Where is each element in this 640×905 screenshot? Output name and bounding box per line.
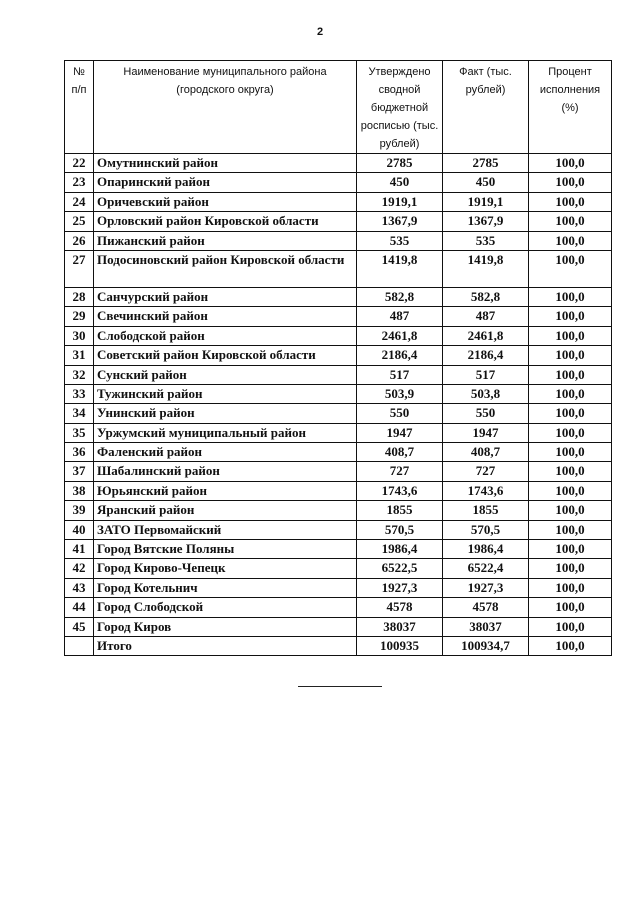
cell-num: 24 (65, 192, 94, 211)
cell-name: Унинский район (94, 404, 357, 423)
cell-fact: 582,8 (443, 287, 529, 306)
cell-fact: 1367,9 (443, 212, 529, 231)
cell-percent: 100,0 (529, 192, 612, 211)
cell-num: 22 (65, 154, 94, 173)
cell-fact: 6522,4 (443, 559, 529, 578)
cell-num: 28 (65, 287, 94, 306)
cell-percent: 100,0 (529, 481, 612, 500)
table-row (65, 326, 612, 345)
table-row (65, 192, 612, 211)
cell-fact: 503,8 (443, 384, 529, 403)
cell-fact: 450 (443, 173, 529, 192)
cell-approved: 1367,9 (357, 212, 443, 231)
cell-percent: 100,0 (529, 423, 612, 442)
cell-fact: 1743,6 (443, 481, 529, 500)
cell-fact: 1947 (443, 423, 529, 442)
cell-percent: 100,0 (529, 154, 612, 173)
cell-approved: 2785 (357, 154, 443, 173)
page-number: 2 (316, 26, 324, 38)
cell-name: Город Вятские Поляны (94, 540, 357, 559)
cell-name: Опаринский район (94, 173, 357, 192)
cell-percent: 100,0 (529, 384, 612, 403)
cell-approved: 1919,1 (357, 192, 443, 211)
table-row (65, 307, 612, 326)
cell-name: Пижанский район (94, 231, 357, 250)
cell-approved: 4578 (357, 598, 443, 617)
cell-fact: 408,7 (443, 443, 529, 462)
table-row (65, 173, 612, 192)
cell-approved: 100935 (357, 636, 443, 655)
cell-name: Советский район Кировской области (94, 346, 357, 365)
cell-approved: 2186,4 (357, 346, 443, 365)
cell-approved: 487 (357, 307, 443, 326)
cell-approved: 1419,8 (357, 250, 443, 287)
cell-num: 38 (65, 481, 94, 500)
cell-name: Свечинский район (94, 307, 357, 326)
cell-name: Фаленский район (94, 443, 357, 462)
cell-percent: 100,0 (529, 173, 612, 192)
table-row (65, 154, 612, 173)
cell-name: Яранский район (94, 501, 357, 520)
cell-percent: 100,0 (529, 636, 612, 655)
cell-fact: 2785 (443, 154, 529, 173)
table-row (65, 481, 612, 500)
cell-percent: 100,0 (529, 365, 612, 384)
cell-num: 42 (65, 559, 94, 578)
header-percent: Процент исполнения (%) (529, 61, 612, 154)
table-row (65, 501, 612, 520)
cell-fact: 100934,7 (443, 636, 529, 655)
cell-approved: 503,9 (357, 384, 443, 403)
cell-fact: 517 (443, 365, 529, 384)
table-row (65, 443, 612, 462)
table-row (65, 578, 612, 597)
cell-percent: 100,0 (529, 212, 612, 231)
cell-name: Сунский район (94, 365, 357, 384)
cell-fact: 570,5 (443, 520, 529, 539)
table-row (65, 384, 612, 403)
cell-percent: 100,0 (529, 578, 612, 597)
cell-name: Санчурский район (94, 287, 357, 306)
cell-name: Тужинский район (94, 384, 357, 403)
cell-approved: 450 (357, 173, 443, 192)
cell-approved: 1986,4 (357, 540, 443, 559)
cell-num: 37 (65, 462, 94, 481)
cell-fact: 487 (443, 307, 529, 326)
cell-percent: 100,0 (529, 598, 612, 617)
table-row (65, 250, 612, 287)
cell-percent: 100,0 (529, 520, 612, 539)
cell-name: Город Слободской (94, 598, 357, 617)
cell-percent: 100,0 (529, 326, 612, 345)
table-row (65, 287, 612, 306)
table-row (65, 423, 612, 442)
cell-num: 43 (65, 578, 94, 597)
cell-num (65, 636, 94, 655)
cell-name: Город Киров (94, 617, 357, 636)
cell-fact: 2186,4 (443, 346, 529, 365)
table-row (65, 231, 612, 250)
cell-fact: 727 (443, 462, 529, 481)
cell-name: Юрьянский район (94, 481, 357, 500)
cell-percent: 100,0 (529, 287, 612, 306)
cell-num: 26 (65, 231, 94, 250)
table-row (65, 520, 612, 539)
cell-fact: 1919,1 (443, 192, 529, 211)
cell-name: Город Кирово-Чепецк (94, 559, 357, 578)
cell-name: Слободской район (94, 326, 357, 345)
cell-approved: 38037 (357, 617, 443, 636)
cell-name: Орловский район Кировской области (94, 212, 357, 231)
budget-table (64, 60, 612, 656)
header-approved: Утверждено сводной бюджетной росписью (тыс. рублей) (357, 61, 443, 154)
cell-approved: 408,7 (357, 443, 443, 462)
cell-percent: 100,0 (529, 307, 612, 326)
cell-percent: 100,0 (529, 250, 612, 287)
cell-fact: 550 (443, 404, 529, 423)
cell-fact: 2461,8 (443, 326, 529, 345)
cell-percent: 100,0 (529, 443, 612, 462)
cell-percent: 100,0 (529, 501, 612, 520)
cell-num: 45 (65, 617, 94, 636)
table-row (65, 365, 612, 384)
header-num: № п/п (65, 61, 94, 154)
total-row (65, 636, 612, 655)
table-body (65, 154, 612, 656)
cell-percent: 100,0 (529, 231, 612, 250)
table-row (65, 598, 612, 617)
cell-num: 44 (65, 598, 94, 617)
cell-percent: 100,0 (529, 617, 612, 636)
cell-approved: 727 (357, 462, 443, 481)
cell-name: Город Котельнич (94, 578, 357, 597)
cell-approved: 1743,6 (357, 481, 443, 500)
cell-fact: 1419,8 (443, 250, 529, 287)
table-row (65, 559, 612, 578)
cell-name: Омутнинский район (94, 154, 357, 173)
cell-approved: 582,8 (357, 287, 443, 306)
cell-approved: 1947 (357, 423, 443, 442)
table-row (65, 617, 612, 636)
cell-name: Итого (94, 636, 357, 655)
cell-num: 36 (65, 443, 94, 462)
cell-approved: 2461,8 (357, 326, 443, 345)
cell-approved: 550 (357, 404, 443, 423)
cell-fact: 1986,4 (443, 540, 529, 559)
cell-num: 25 (65, 212, 94, 231)
cell-percent: 100,0 (529, 404, 612, 423)
cell-approved: 570,5 (357, 520, 443, 539)
cell-fact: 1855 (443, 501, 529, 520)
cell-fact: 535 (443, 231, 529, 250)
cell-approved: 6522,5 (357, 559, 443, 578)
cell-percent: 100,0 (529, 559, 612, 578)
cell-fact: 4578 (443, 598, 529, 617)
table-header-row (65, 61, 612, 154)
cell-approved: 1927,3 (357, 578, 443, 597)
cell-percent: 100,0 (529, 462, 612, 481)
cell-num: 40 (65, 520, 94, 539)
cell-num: 34 (65, 404, 94, 423)
cell-approved: 517 (357, 365, 443, 384)
cell-num: 33 (65, 384, 94, 403)
cell-num: 39 (65, 501, 94, 520)
cell-num: 35 (65, 423, 94, 442)
table-row (65, 404, 612, 423)
table-row (65, 212, 612, 231)
cell-num: 29 (65, 307, 94, 326)
cell-approved: 1855 (357, 501, 443, 520)
cell-name: ЗАТО Первомайский (94, 520, 357, 539)
cell-num: 30 (65, 326, 94, 345)
cell-num: 23 (65, 173, 94, 192)
cell-num: 31 (65, 346, 94, 365)
cell-name: Уржумский муниципальный район (94, 423, 357, 442)
cell-num: 41 (65, 540, 94, 559)
cell-fact: 38037 (443, 617, 529, 636)
cell-num: 32 (65, 365, 94, 384)
header-fact: Факт (тыс. рублей) (443, 61, 529, 154)
footer-divider (298, 686, 382, 687)
cell-percent: 100,0 (529, 346, 612, 365)
cell-percent: 100,0 (529, 540, 612, 559)
cell-approved: 535 (357, 231, 443, 250)
table-row (65, 462, 612, 481)
cell-name: Шабалинский район (94, 462, 357, 481)
cell-name: Оричевский район (94, 192, 357, 211)
cell-num: 27 (65, 250, 94, 287)
table-row (65, 540, 612, 559)
header-name: Наименование муниципального района (городского округа) (94, 61, 357, 154)
cell-fact: 1927,3 (443, 578, 529, 597)
cell-name: Подосиновский район Кировской области (94, 250, 357, 287)
table-row (65, 346, 612, 365)
